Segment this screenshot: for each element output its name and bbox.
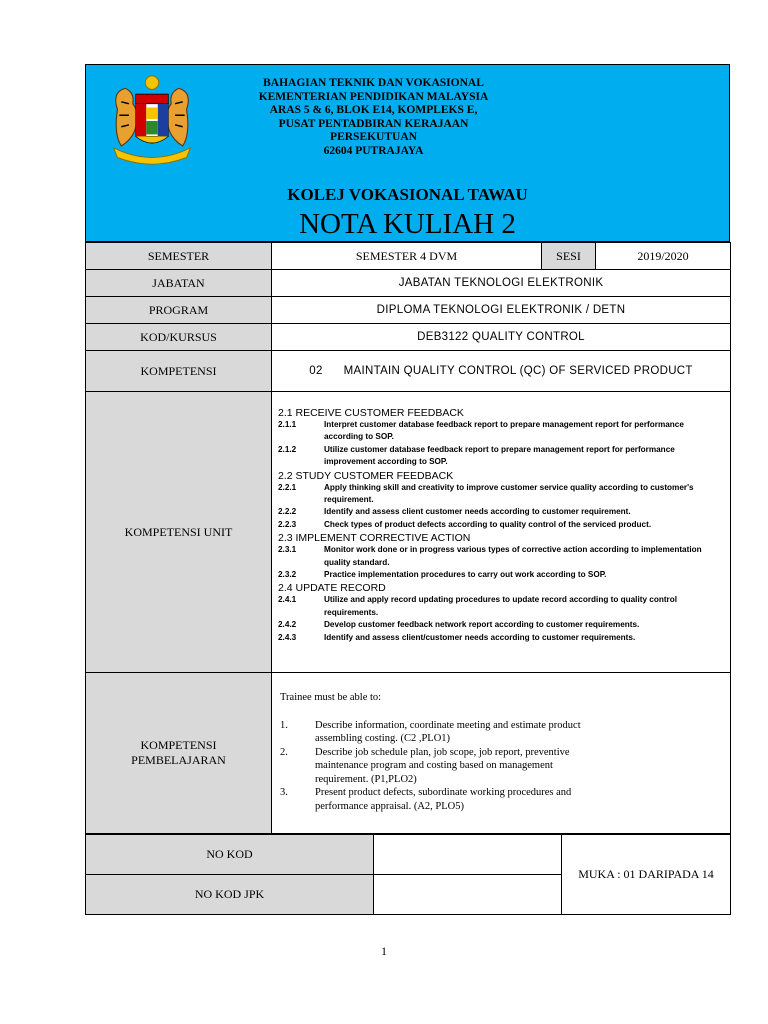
ministry-address — [236, 77, 511, 159]
semester-label: SEMESTER — [86, 243, 272, 270]
address-line: BAHAGIAN TEKNIK DAN VOKASIONAL — [263, 77, 484, 89]
list-item: 2.2.2 Identify and assess client customer needs according to customer requirement. — [278, 507, 631, 517]
kompetensi-pembelajaran-label: KOMPETENSI PEMBELAJARAN — [86, 673, 272, 834]
address-line: KEMENTERIAN PENDIDIKAN MALAYSIA — [258, 90, 489, 103]
section-heading: 2.2 STUDY CUSTOMER FEEDBACK — [278, 469, 454, 482]
section-heading: 2.4 UPDATE RECORD — [278, 582, 386, 595]
info-table — [85, 242, 731, 834]
header-banner — [85, 64, 730, 242]
address-line: PUSAT PENTADBIRAN KERAJAAN — [278, 117, 469, 130]
kompetensi-unit-label: KOMPETENSI UNIT — [86, 392, 272, 673]
address-line: PERSEKUTUAN — [330, 131, 417, 144]
list-item: 2.1.1 Interpret customer database feedback report to prepare management report for performance according to SOP. — [278, 420, 684, 442]
list-item: 2.4.3 Identify and assess client/customer needs according to customer requirements. — [278, 632, 636, 642]
document-page — [85, 64, 730, 915]
jabatan-value: JABATAN TEKNOLOGI ELEKTRONIK — [272, 270, 731, 297]
sesi-value: 2019/2020 — [596, 243, 731, 270]
list-item: 2.4.2 Develop customer feedback network report according to customer requirements. — [278, 620, 640, 630]
footer-table — [85, 834, 731, 915]
kompetensi-unit-content — [272, 392, 731, 673]
sesi-label: SESI — [542, 243, 596, 270]
list-item: 2. Describe job schedule plan, job scope, job report, preventive maintenance program and costing based on management requirement. (P1,PLO2) — [280, 746, 570, 785]
address-line: ARAS 5 & 6, BLOK E14, KOMPLEKS E, — [269, 104, 478, 117]
section-heading: 2.1 RECEIVE CUSTOMER FEEDBACK — [278, 407, 464, 419]
program-value: DIPLOMA TEKNOLOGI ELEKTRONIK / DETN — [272, 297, 731, 324]
kod-kursus-label: KOD/KURSUS — [86, 324, 272, 351]
intro-text: Trainee must be able to: — [280, 692, 382, 703]
list-item: 2.2.1 Apply thinking skill and creativity to improve customer service quality according to customer's requirement. — [278, 482, 694, 505]
document-title: NOTA KULIAH 2 — [299, 208, 516, 240]
kompetensi-number: 02 — [309, 365, 323, 377]
institution-name: KOLEJ VOKASIONAL TAWAU — [287, 185, 528, 204]
malaysia-coat-of-arms-icon — [104, 73, 200, 169]
list-item: 2.1.2 Utilize customer database feedback report to prepare management report for performance improvement according to SOP. — [278, 444, 675, 467]
no-kod-label: NO KOD — [86, 835, 374, 875]
list-item: 2.3.2 Practice implementation procedures to carry out work according to SOP. — [278, 570, 607, 580]
no-kod-jpk-value — [374, 875, 562, 915]
list-item: 1. Describe information, coordinate meeting and estimate product assembling costing. (C2 ,PLO1) — [280, 719, 581, 744]
list-item: 2.2.3 Check types of product defects according to quality control of the serviced product. — [278, 519, 652, 529]
program-label: PROGRAM — [86, 297, 272, 324]
list-item: 3. Present product defects, subordinate working procedures and performance appraisal. (A2, PLO5) — [280, 787, 572, 812]
jabatan-label: JABATAN — [86, 270, 272, 297]
no-kod-value — [374, 835, 562, 875]
page-number: 1 — [381, 944, 387, 958]
kompetensi-value — [272, 351, 731, 392]
kompetensi-label: KOMPETENSI — [86, 351, 272, 392]
address-line: 62604 PUTRAJAYA — [323, 144, 424, 157]
muka-info: MUKA : 01 DARIPADA 14 — [562, 835, 731, 915]
kod-kursus-value: DEB3122 QUALITY CONTROL — [272, 324, 731, 351]
list-item: 2.4.1 Utilize and apply record updating procedures to update record according to quality control requirements. — [278, 595, 678, 617]
semester-value: SEMESTER 4 DVM — [272, 243, 542, 270]
kompetensi-pembelajaran-content — [272, 673, 731, 834]
kompetensi-text: MAINTAIN QUALITY CONTROL (QC) OF SERVICED PRODUCT — [343, 365, 693, 377]
section-heading: 2.3 IMPLEMENT CORRECTIVE ACTION — [278, 532, 471, 545]
no-kod-jpk-label: NO KOD JPK — [86, 875, 374, 915]
list-item: 2.3.1 Monitor work done or in progress various types of corrective action according to implementation quality standard. — [278, 545, 702, 567]
